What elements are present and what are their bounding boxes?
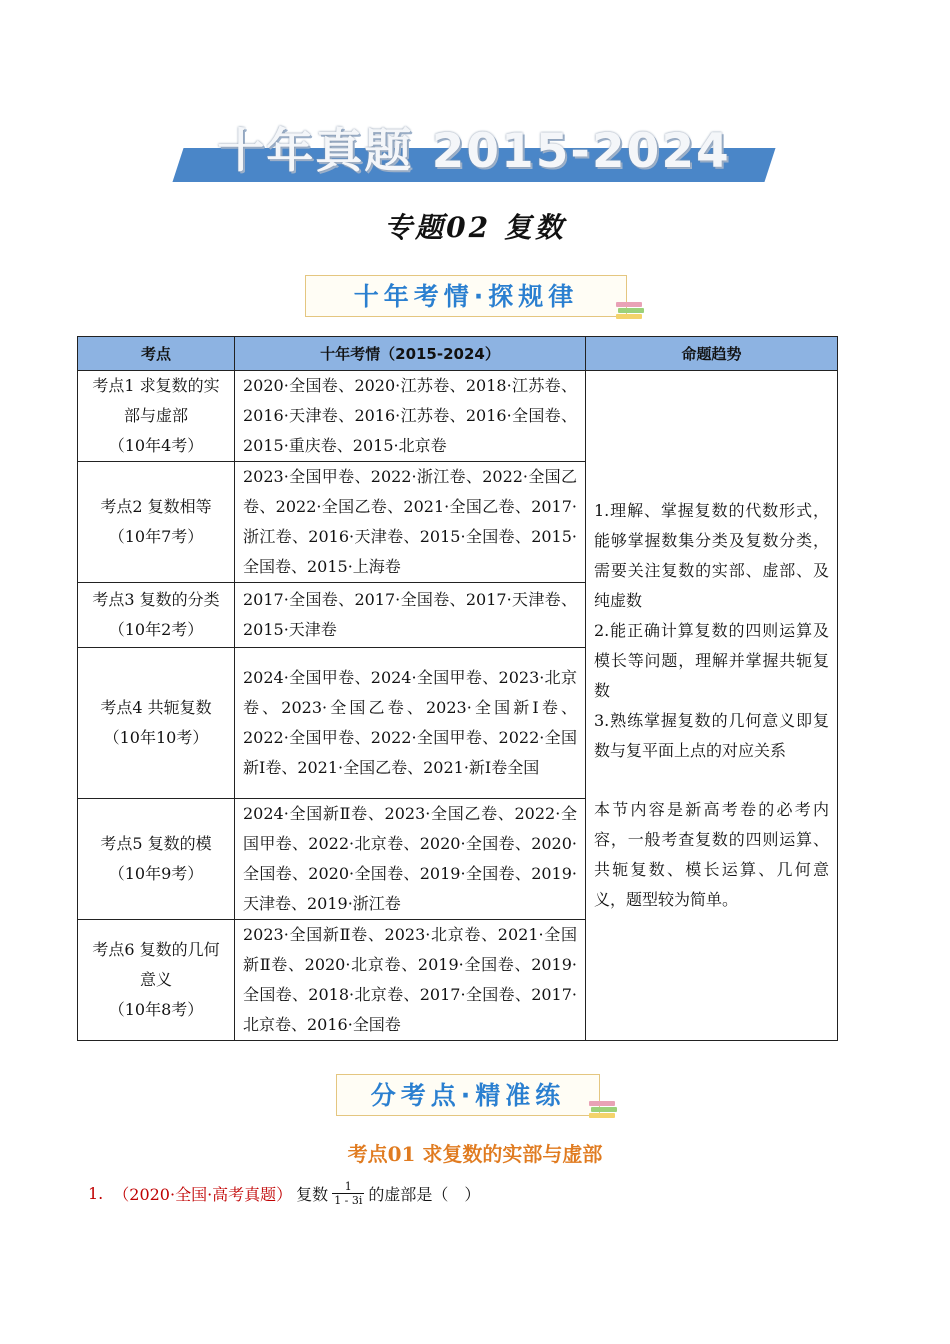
header-years: 十年考情（2015-2024） bbox=[235, 337, 586, 371]
years-cell: 2024·全国甲卷、2024·全国甲卷、2023·北京卷、2023·全国乙卷、2023·全国新Ⅰ卷、2022·全国甲卷、2022·全国甲卷、2022·全国新Ⅰ卷、2021·全国乙卷、2021·新Ⅰ卷全国 bbox=[235, 648, 586, 799]
question-1 bbox=[88, 1180, 480, 1207]
kp-cell bbox=[78, 583, 235, 648]
kp-count: （10年4考） bbox=[108, 436, 204, 455]
years-cell: 2023·全国甲卷、2022·浙江卷、2022·全国乙卷、2022·全国乙卷、2021·全国乙卷、2017·浙江卷、2016·天津卷、2015·全国卷、2015·全国卷、2015·上海卷 bbox=[235, 462, 586, 583]
question-suffix: 的虚部是（ ） bbox=[368, 1185, 481, 1204]
kp-count: （10年2考） bbox=[108, 620, 204, 639]
trend-p2: 2.能正确计算复数的四则运算及模长等问题，理解并掌握共轭复数 bbox=[594, 621, 829, 700]
question-source: （2020·全国·高考真题） bbox=[113, 1185, 293, 1204]
trend-p1: 1.理解、掌握复数的代数形式，能够掌握数集分类及复数分类，需要关注复数的实部、虚部、及纯虚数 bbox=[594, 501, 829, 610]
kp-cell bbox=[78, 648, 235, 799]
banner-title: 十年真题 2015-2024 bbox=[217, 124, 731, 179]
kp-count: （10年7考） bbox=[108, 527, 204, 546]
books-icon bbox=[589, 1099, 617, 1121]
topic-title: 专题02 复数 bbox=[384, 211, 566, 244]
section-label-practice bbox=[336, 1074, 600, 1116]
kp-line: 意义 bbox=[139, 970, 172, 989]
kp-line: 考点6 复数的几何 bbox=[92, 940, 220, 959]
years-cell: 2020·全国卷、2020·江苏卷、2018·江苏卷、2016·天津卷、2016·江苏卷、2016·全国卷、2015·重庆卷、2015·北京卷 bbox=[235, 371, 586, 462]
kp-cell bbox=[78, 462, 235, 583]
kp-count: （10年9考） bbox=[108, 864, 204, 883]
table-row bbox=[78, 371, 838, 462]
kp-line: 考点2 复数相等 bbox=[100, 497, 212, 516]
fraction bbox=[332, 1180, 364, 1207]
fraction-denominator: 1 - 3i bbox=[334, 1194, 363, 1207]
kp-cell bbox=[78, 799, 235, 920]
question-number: 1. bbox=[88, 1184, 104, 1203]
years-cell: 2024·全国新Ⅱ卷、2023·全国乙卷、2022·全国甲卷、2022·北京卷、2020·全国卷、2020·全国卷、2020·全国卷、2019·全国卷、2019·天津卷、2019·浙江卷 bbox=[235, 799, 586, 920]
kp01-heading: 考点01 求复数的实部与虚部 bbox=[347, 1142, 603, 1166]
kp-count: （10年8考） bbox=[108, 1000, 204, 1019]
header-kp: 考点 bbox=[78, 337, 235, 371]
section-label-trends bbox=[305, 275, 627, 317]
years-cell: 2023·全国新Ⅱ卷、2023·北京卷、2021·全国新Ⅱ卷、2020·北京卷、2019·全国卷、2019·全国卷、2018·北京卷、2017·全国卷、2017·北京卷、2016·全国卷 bbox=[235, 920, 586, 1041]
kp-line: 考点1 求复数的实 bbox=[92, 376, 220, 395]
banner bbox=[178, 112, 770, 184]
kp-cell bbox=[78, 371, 235, 462]
kp-line: 部与虚部 bbox=[123, 406, 188, 425]
kp-line: 考点5 复数的模 bbox=[100, 834, 212, 853]
books-icon bbox=[616, 300, 644, 322]
question-prefix: 复数 bbox=[296, 1185, 329, 1204]
header-trend: 命题趋势 bbox=[586, 337, 838, 371]
section-label-text: 十年考情·探规律 bbox=[353, 282, 579, 311]
years-cell: 2017·全国卷、2017·全国卷、2017·天津卷、2015·天津卷 bbox=[235, 583, 586, 648]
exam-table bbox=[77, 336, 838, 1041]
fraction-numerator: 1 bbox=[344, 1180, 352, 1193]
trend-cell bbox=[586, 371, 838, 1041]
kp-count: （10年10考） bbox=[103, 728, 209, 747]
table-header-row bbox=[78, 337, 838, 371]
section-label-text: 分考点·精准练 bbox=[370, 1081, 566, 1110]
trend-p4: 本节内容是新高考卷的必考内容，一般考查复数的四则运算、共轭复数、模长运算、几何意义，题型较为简单。 bbox=[594, 800, 829, 909]
kp-line: 考点3 复数的分类 bbox=[92, 590, 220, 609]
kp-line: 考点4 共轭复数 bbox=[100, 698, 212, 717]
kp-cell bbox=[78, 920, 235, 1041]
trend-p3: 3.熟练掌握复数的几何意义即复数与复平面上点的对应关系 bbox=[594, 711, 829, 760]
